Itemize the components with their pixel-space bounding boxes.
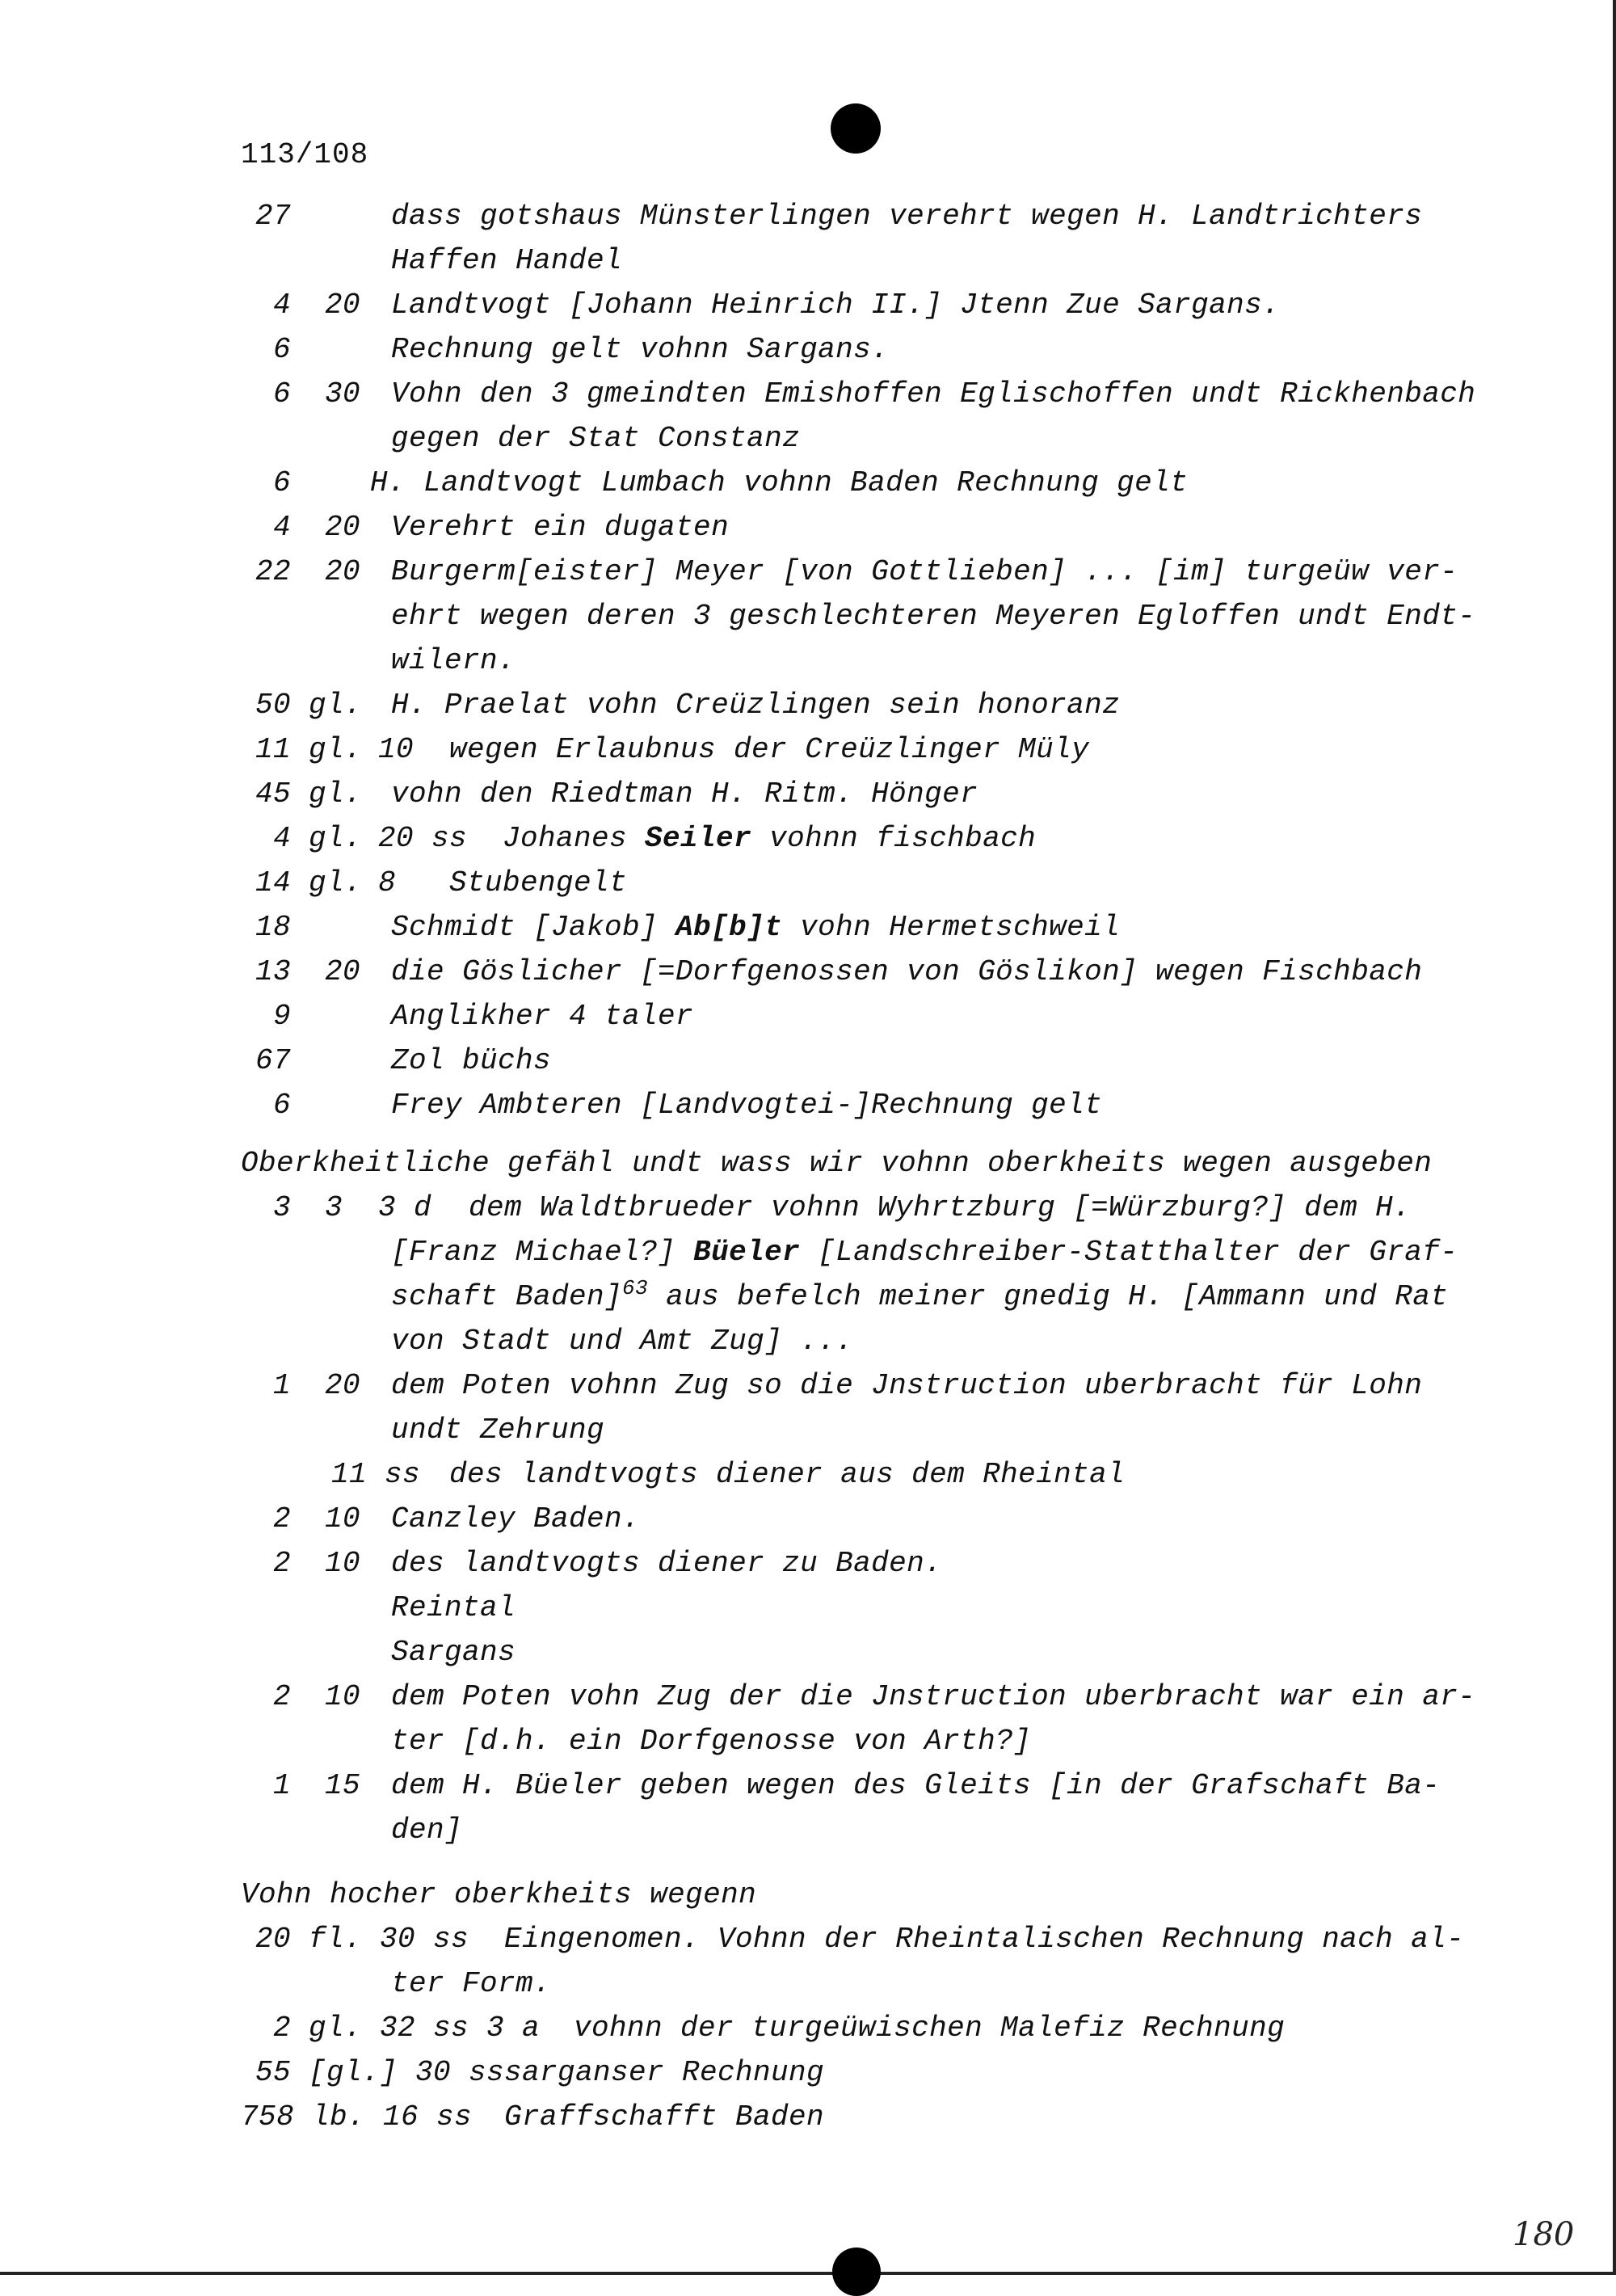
section-heading: Vohn hocher oberkheits wegenn bbox=[241, 1878, 757, 1911]
footnote-ref: 63 bbox=[622, 1276, 649, 1300]
section-heading: Oberkheitliche gefähl undt wass wir vohnn oberkheits wegen ausgeben bbox=[241, 1147, 1433, 1180]
folio-number: 180 bbox=[1513, 2216, 1575, 2253]
punch-hole-top bbox=[831, 103, 881, 154]
page-reference: 113/108 bbox=[241, 138, 369, 171]
punch-hole-bottom bbox=[832, 2248, 881, 2296]
